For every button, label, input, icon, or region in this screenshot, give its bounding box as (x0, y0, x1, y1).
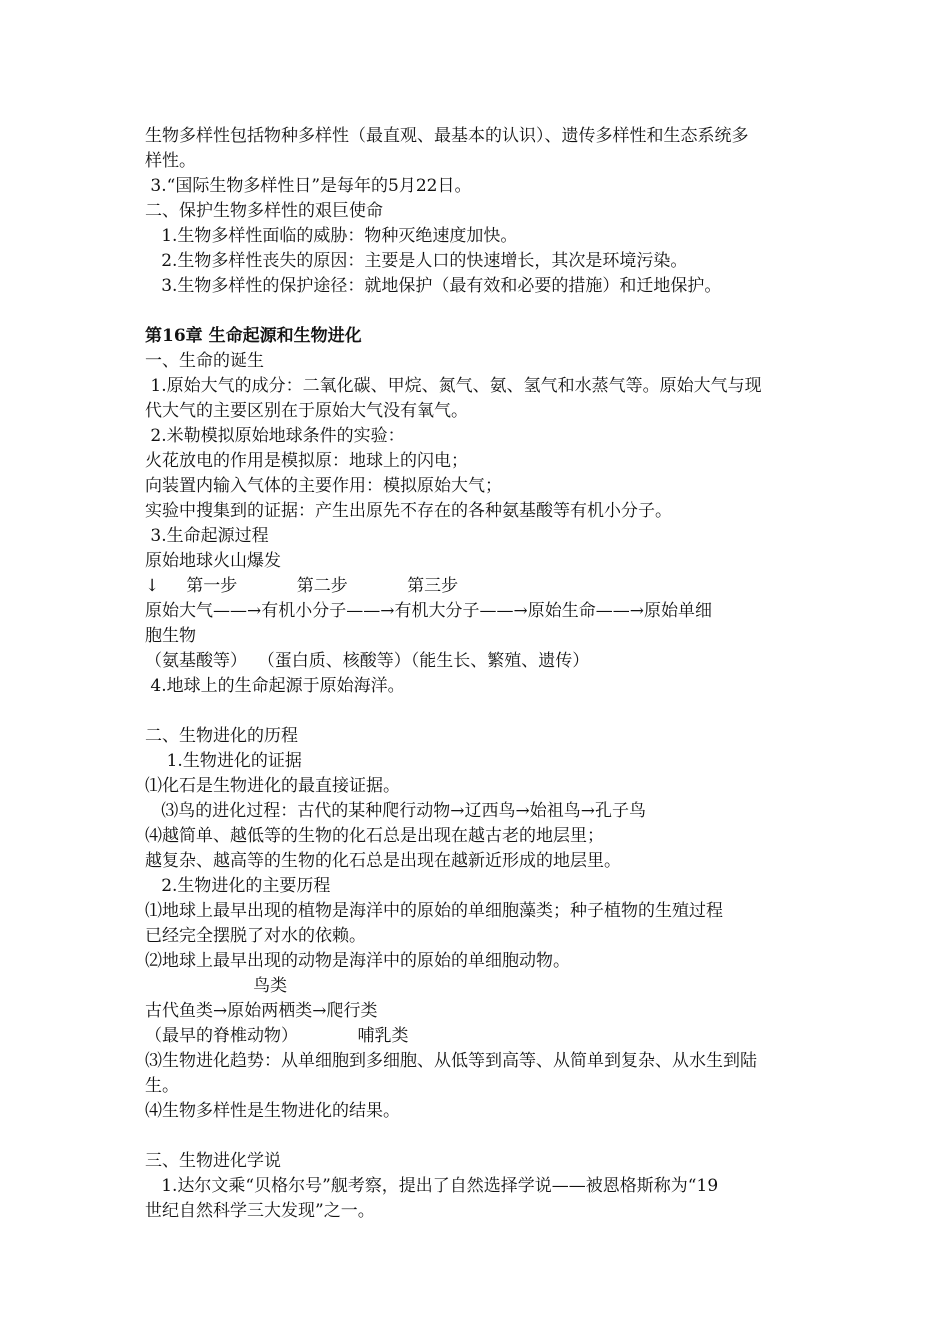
text-line: 1.原始大气的成分：二氧化碳、甲烷、氮气、氨、氢气和水蒸气等。原始大气与现 (145, 376, 762, 396)
evolution-chain-line: 古代鱼类→原始两栖类→爬行类 (145, 1001, 378, 1021)
chapter-title: 第16章 生命起源和生物进化 (145, 326, 362, 346)
text-line: ⑵地球上最早出现的动物是海洋中的原始的单细胞动物。 (145, 951, 570, 971)
section-heading: 二、生物进化的历程 (145, 726, 298, 746)
text-line: 生。 (145, 1076, 179, 1096)
text-line: ⑶生物进化趋势：从单细胞到多细胞、从低等到高等、从简单到复杂、从水生到陆 (145, 1051, 757, 1071)
blank-line (145, 1124, 815, 1149)
flow-notes-line: （氨基酸等） （蛋白质、核酸等）（能生长、繁殖、遗传） (145, 651, 590, 671)
text-line: 3.生命起源过程 (145, 526, 269, 546)
text-line: 越复杂、越高等的生物的化石总是出现在越新近形成的地层里。 (145, 851, 621, 871)
text-line: 实验中搜集到的证据：产生出原先不存在的各种氨基酸等有机小分子。 (145, 501, 672, 521)
section-heading: 二、保护生物多样性的艰巨使命 (145, 201, 383, 221)
text-line: 2.米勒模拟原始地球条件的实验： (145, 426, 405, 446)
text-line: ⑶鸟的进化过程：古代的某种爬行动物→辽西鸟→始祖鸟→孔子鸟 (145, 801, 646, 821)
text-line: 1.生物多样性面临的威胁：物种灭绝速度加快。 (145, 226, 518, 246)
text-line: 生物多样性包括物种多样性（最直观、最基本的认识）、遗传多样性和生态系统多 (145, 126, 749, 146)
text-line: 样性。 (145, 151, 196, 171)
blank-line (145, 699, 815, 724)
text-line: 1.达尔文乘“贝格尔号”舰考察，提出了自然选择学说——被恩格斯称为“19 (145, 1176, 719, 1196)
section-heading: 一、生命的诞生 (145, 351, 264, 371)
text-line: 3.“国际生物多样性日”是每年的5月22日。 (145, 176, 472, 196)
text-line: 代大气的主要区别在于原始大气没有氧气。 (145, 401, 468, 421)
flow-steps-line: ↓ 第一步 第二步 第三步 (145, 576, 459, 596)
text-line: 火花放电的作用是模拟原：地球上的闪电； (145, 451, 468, 471)
document-page (145, 124, 815, 1224)
text-line: 已经完全摆脱了对水的依赖。 (145, 926, 366, 946)
text-line: 2.生物进化的主要历程 (145, 876, 331, 896)
evolution-branch-birds: 鸟类 (145, 976, 288, 996)
text-line: 向装置内输入气体的主要作用：模拟原始大气； (145, 476, 502, 496)
text-line: 胞生物 (145, 626, 196, 646)
evolution-branch-mammals: （最早的脊椎动物） 哺乳类 (145, 1026, 409, 1046)
text-line: 世纪自然科学三大发现”之一。 (145, 1201, 375, 1221)
text-line: ⑴地球上最早出现的植物是海洋中的原始的单细胞藻类；种子植物的生殖过程 (145, 901, 723, 921)
text-line: 4.地球上的生命起源于原始海洋。 (145, 676, 405, 696)
blank-line (145, 299, 815, 324)
text-line: 原始地球火山爆发 (145, 551, 281, 571)
text-line: 1.生物进化的证据 (145, 751, 302, 771)
text-line: ⑴化石是生物进化的最直接证据。 (145, 776, 400, 796)
text-line: ⑷越简单、越低等的生物的化石总是出现在越古老的地层里； (145, 826, 604, 846)
section-heading: 三、生物进化学说 (145, 1151, 281, 1171)
text-line: 3.生物多样性的保护途径：就地保护（最有效和必要的措施）和迁地保护。 (145, 276, 722, 296)
text-line: ⑷生物多样性是生物进化的结果。 (145, 1101, 400, 1121)
flow-line: 原始大气——→有机小分子——→有机大分子——→原始生命——→原始单细 (145, 601, 712, 621)
text-line: 2.生物多样性丧失的原因：主要是人口的快速增长，其次是环境污染。 (145, 251, 688, 271)
